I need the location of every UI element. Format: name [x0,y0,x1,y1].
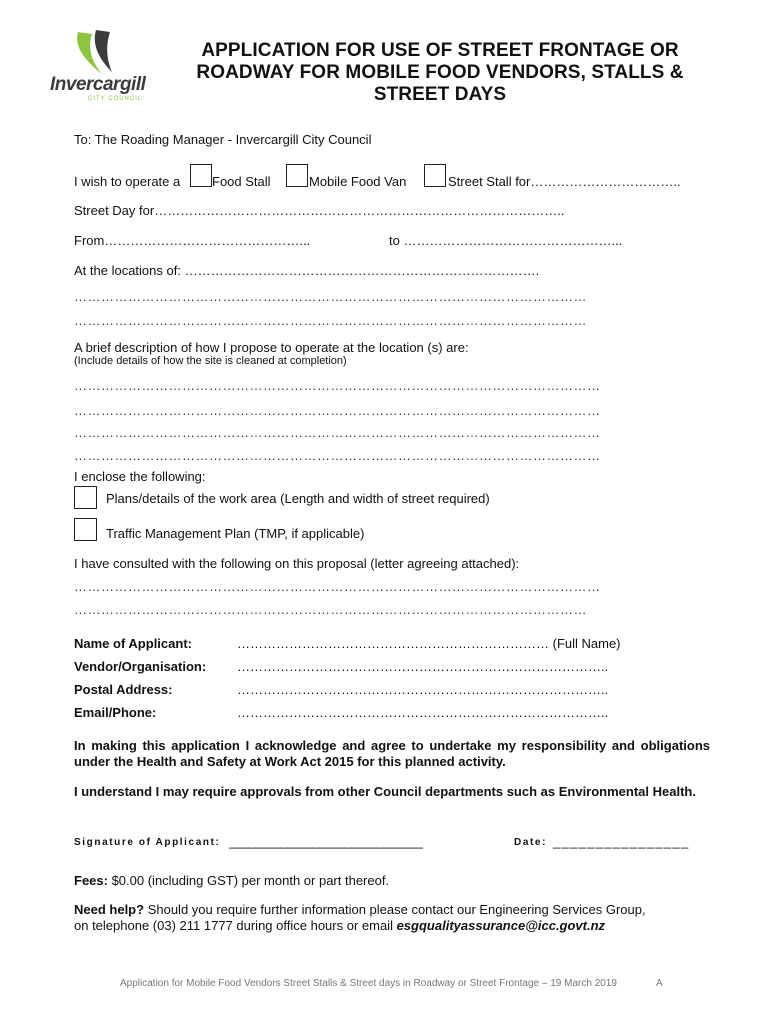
help-text-2: on telephone (03) 211 1777 during office hours or email [74,918,397,933]
locations-line-3[interactable]: …………………………………………………………………………………………………… [74,313,587,328]
help-text-1: Should you require further information please contact our Engineering Services Group, [144,902,646,917]
mobile-food-van-label: Mobile Food Van [309,174,407,189]
locations-field[interactable]: At the locations of: ………………………………………………………………………. [74,263,540,278]
addressee: To: The Roading Manager - Invercargill City Council [74,132,372,147]
signature-line[interactable]: ______________________________ [229,834,422,849]
help-line-1 [74,902,646,917]
enclose-label: I enclose the following: [74,469,206,484]
approvals-text: I understand I may require approvals from other Council departments such as Environmental Health. [74,784,696,799]
locations-line-2[interactable]: …………………………………………………………………………………………………… [74,289,587,304]
fees-text: $0.00 (including GST) per month or part thereof. [107,873,390,888]
fees-line [74,873,389,888]
operate-prefix: I wish to operate a [74,174,181,189]
help-line-2 [74,918,605,933]
consulted-line-2[interactable]: …………………………………………………………………………………………………… [74,602,587,617]
fees-label: Fees: [74,873,108,888]
from-date-field[interactable]: From………………………………………... [74,233,311,248]
page-title [160,40,720,106]
description-line-1[interactable]: ……………………………………………………………………………………………………… [74,378,601,393]
vendor-field[interactable]: ………………………………………………………………………….. [237,659,609,674]
footer-text: Application for Mobile Food Vendors Street Stalls & Street days in Roadway or Street Frontage – 19 March 2019 [120,978,617,989]
email-phone-label: Email/Phone: [74,705,157,720]
signature-label: Signature of Applicant: [74,837,221,848]
postal-field[interactable]: ………………………………………………………………………….. [237,682,609,697]
food-stall-label: Food Stall [212,174,271,189]
title-line-3: STREET DAYS [373,84,507,105]
postal-label: Postal Address: [74,682,173,697]
tmp-label: Traffic Management Plan (TMP, if applicable) [106,526,365,541]
mobile-food-van-checkbox[interactable] [286,164,308,187]
council-logo [46,30,158,110]
description-note: (Include details of how the site is cleaned at completion) [74,355,347,367]
help-email-link[interactable]: esgqualityassurance@icc.govt.nz [396,918,606,933]
consulted-line-1[interactable]: ……………………………………………………………………………………………………… [74,579,601,594]
title-line-1: APPLICATION FOR USE OF STREET FRONTAGE OR [201,40,679,61]
description-line-2[interactable]: ……………………………………………………………………………………………………… [74,403,601,418]
applicant-name-label: Name of Applicant: [74,636,192,651]
description-label: A brief description of how I propose to operate at the location (s) are: [74,340,469,355]
logo-swoosh-icon [68,30,128,80]
vendor-label: Vendor/Organisation: [74,659,207,674]
tmp-checkbox[interactable] [74,518,97,541]
help-label: Need help? [74,902,145,917]
street-stall-checkbox[interactable] [424,164,446,187]
street-stall-field[interactable]: Street Stall for…………………………….. [448,174,681,189]
email-phone-field[interactable]: ………………………………………………………………………….. [237,705,609,720]
footer-page: A [656,978,663,989]
consulted-label: I have consulted with the following on this proposal (letter agreeing attached): [74,556,520,571]
description-line-3[interactable]: ……………………………………………………………………………………………………… [74,425,601,440]
plans-checkbox[interactable] [74,486,97,509]
date-label: Date: [514,837,548,848]
plans-label: Plans/details of the work area (Length and width of street required) [106,491,490,506]
street-day-field[interactable]: Street Day for………………………………………………………………………………….. [74,203,565,218]
food-stall-checkbox[interactable] [190,164,212,187]
logo-subtitle: CITY COUNCIL [88,96,143,102]
date-line[interactable]: ________________ [553,834,690,849]
applicant-name-field[interactable]: ……………………………………………………………… (Full Name) [237,636,621,651]
acknowledgement-text: In making this application I acknowledge and agree to undertake my responsibility and obligations under the Health and Safety at Work Act 2015 for this planned activity. [74,738,710,769]
title-line-2: ROADWAY FOR MOBILE FOOD VENDORS, STALLS & [196,62,684,83]
logo-wordmark: Invercargill [50,74,146,95]
description-line-4[interactable]: ……………………………………………………………………………………………………… [74,448,601,463]
to-date-field[interactable]: to …………………………………………... [389,233,623,248]
